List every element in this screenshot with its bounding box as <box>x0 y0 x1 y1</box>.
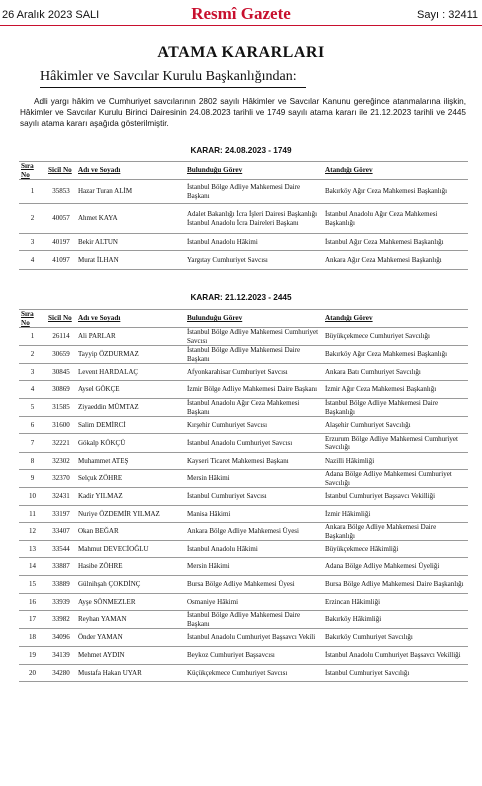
issue-number: Sayı : 32411 <box>417 9 478 21</box>
header-divider <box>0 25 482 26</box>
cell-current-post: İstanbul Anadolu Hâkimi <box>185 234 323 251</box>
col-header-new-post: Atandığı Görev <box>323 162 468 180</box>
cell-sira-no: 3 <box>19 364 46 381</box>
cell-new-post: İstanbul Anadolu Cumhuriyet Başsavcı Vekilliği <box>323 647 468 665</box>
cell-new-post: Bakırköy Ağır Ceza Mahkemesi Başkanlığı <box>323 346 468 364</box>
cell-current-post: Beykoz Cumhuriyet Başsavcısı <box>185 647 323 665</box>
cell-sicil-no: 30845 <box>46 364 76 381</box>
cell-new-post: Büyükçekmece Cumhuriyet Savcılığı <box>323 328 468 346</box>
table-row <box>19 453 468 470</box>
subtitle-underline <box>40 87 306 88</box>
cell-sicil-no: 35853 <box>46 180 76 204</box>
cell-current-post: İzmir Bölge Adliye Mahkemesi Daire Başkanı <box>185 381 323 399</box>
cell-name: Murat İLHAN <box>76 251 185 270</box>
cell-sira-no: 7 <box>19 434 46 453</box>
cell-name: Ayşe SÖNMEZLER <box>76 594 185 611</box>
table-row <box>19 611 468 629</box>
cell-sira-no: 10 <box>19 488 46 506</box>
cell-current-post: İstanbul Bölge Adliye Mahkemesi Daire Başkanı <box>185 611 323 629</box>
cell-new-post: Alaşehir Cumhuriyet Savcılığı <box>323 417 468 434</box>
table-header-row <box>19 310 468 328</box>
table-row <box>19 251 468 270</box>
gazette-title: Resmî Gazete <box>191 4 291 23</box>
cell-sira-no: 2 <box>19 346 46 364</box>
cell-sicil-no: 33982 <box>46 611 76 629</box>
cell-sicil-no: 26114 <box>46 328 76 346</box>
col-header-new-post: Atandığı Görev <box>323 310 468 328</box>
cell-name: Hazar Turan ALİM <box>76 180 185 204</box>
cell-sira-no: 20 <box>19 665 46 682</box>
cell-name: Aysel GÖKÇE <box>76 381 185 399</box>
cell-name: Önder YAMAN <box>76 629 185 647</box>
cell-sira-no: 12 <box>19 523 46 541</box>
cell-current-post: Mersin Hâkimi <box>185 470 323 488</box>
cell-new-post: İstanbul Cumhuriyet Başsavcı Vekilliği <box>323 488 468 506</box>
table-row <box>19 506 468 523</box>
cell-sira-no: 3 <box>19 234 46 251</box>
cell-sicil-no: 33197 <box>46 506 76 523</box>
col-header-current-post: Bulunduğu Görev <box>185 310 323 328</box>
cell-current-post: Kırşehir Cumhuriyet Savcısı <box>185 417 323 434</box>
cell-sicil-no: 32302 <box>46 453 76 470</box>
cell-name: Reyhan YAMAN <box>76 611 185 629</box>
table-row <box>19 399 468 417</box>
cell-current-post: İstanbul Cumhuriyet Savcısı <box>185 488 323 506</box>
cell-name: Ziyaeddin MÜMTAZ <box>76 399 185 417</box>
cell-name: Tayyip ÖZDURMAZ <box>76 346 185 364</box>
cell-sicil-no: 30869 <box>46 381 76 399</box>
cell-new-post: İzmir Ağır Ceza Mahkemesi Başkanlığı <box>323 381 468 399</box>
cell-name: Mustafa Hakan UYAR <box>76 665 185 682</box>
cell-new-post: Ankara Batı Cumhuriyet Savcılığı <box>323 364 468 381</box>
table-row <box>19 346 468 364</box>
cell-name: Gülnihşah ÇOKDİNÇ <box>76 576 185 594</box>
cell-new-post: Büyükçekmece Hâkimliği <box>323 541 468 558</box>
cell-current-post: Küçükçekmece Cumhuriyet Savcısı <box>185 665 323 682</box>
cell-current-post: Kayseri Ticaret Mahkemesi Başkanı <box>185 453 323 470</box>
cell-name: Bekir ALTUN <box>76 234 185 251</box>
cell-new-post: Bursa Bölge Adliye Mahkemesi Daire Başkanlığı <box>323 576 468 594</box>
cell-sicil-no: 33887 <box>46 558 76 576</box>
cell-sicil-no: 40197 <box>46 234 76 251</box>
cell-new-post: İstanbul Anadolu Ağır Ceza Mahkemesi Başkanlığı <box>323 204 468 234</box>
cell-name: Levent HARDALAÇ <box>76 364 185 381</box>
cell-sira-no: 5 <box>19 399 46 417</box>
cell-sira-no: 13 <box>19 541 46 558</box>
cell-sicil-no: 32431 <box>46 488 76 506</box>
cell-name: Nuriye ÖZDEMİR YILMAZ <box>76 506 185 523</box>
cell-new-post: İstanbul Cumhuriyet Savcılığı <box>323 665 468 682</box>
cell-new-post: İstanbul Bölge Adliye Mahkemesi Daire Başkanlığı <box>323 399 468 417</box>
cell-current-post: İstanbul Bölge Adliye Mahkemesi Cumhuriyet Savcısı <box>185 328 323 346</box>
cell-sicil-no: 40057 <box>46 204 76 234</box>
cell-name: Hasibe ZÖHRE <box>76 558 185 576</box>
decision-table-2-body <box>19 328 468 682</box>
table-row <box>19 417 468 434</box>
decision-heading-2: KARAR: 21.12.2023 - 2445 <box>190 293 292 302</box>
table-row <box>19 523 468 541</box>
cell-current-post: Ankara Bölge Adliye Mahkemesi Üyesi <box>185 523 323 541</box>
cell-name: Selçuk ZÖHRE <box>76 470 185 488</box>
table-row <box>19 180 468 204</box>
cell-sira-no: 9 <box>19 470 46 488</box>
cell-sira-no: 16 <box>19 594 46 611</box>
table-row <box>19 234 468 251</box>
table-row <box>19 594 468 611</box>
col-header-name: Adı ve Soyadı <box>76 162 185 180</box>
cell-name: Salim DEMİRCİ <box>76 417 185 434</box>
cell-current-post: Yargıtay Cumhuriyet Savcısı <box>185 251 323 270</box>
cell-name: Ali PARLAR <box>76 328 185 346</box>
cell-sira-no: 15 <box>19 576 46 594</box>
cell-new-post: Bakırköy Hâkimliği <box>323 611 468 629</box>
table-header-row <box>19 162 468 180</box>
cell-name: Kadir YILMAZ <box>76 488 185 506</box>
cell-sira-no: 8 <box>19 453 46 470</box>
table-row <box>19 558 468 576</box>
cell-current-post: Manisa Hâkimi <box>185 506 323 523</box>
cell-sicil-no: 41097 <box>46 251 76 270</box>
cell-sicil-no: 32221 <box>46 434 76 453</box>
cell-sira-no: 11 <box>19 506 46 523</box>
col-header-sicil-no: Sicil No <box>46 310 76 328</box>
cell-current-post: Osmaniye Hâkimi <box>185 594 323 611</box>
cell-sicil-no: 33407 <box>46 523 76 541</box>
col-header-current-post: Bulunduğu Görev <box>185 162 323 180</box>
decision-table-2 <box>19 309 468 682</box>
cell-new-post: Nazilli Hâkimliği <box>323 453 468 470</box>
cell-sira-no: 4 <box>19 381 46 399</box>
cell-sicil-no: 31585 <box>46 399 76 417</box>
cell-new-post: Ankara Bölge Adliye Mahkemesi Daire Başkanlığı <box>323 523 468 541</box>
table-row <box>19 576 468 594</box>
cell-name: Muhammet ATEŞ <box>76 453 185 470</box>
table-row <box>19 434 468 453</box>
col-header-sira-no: Sıra No <box>19 162 46 180</box>
gazette-header <box>0 0 482 26</box>
table-row <box>19 541 468 558</box>
cell-new-post: Ankara Ağır Ceza Mahkemesi Başkanlığı <box>323 251 468 270</box>
cell-current-post: İstanbul Anadolu Ağır Ceza Mahkemesi Başkanı <box>185 399 323 417</box>
cell-name: Ahmet KAYA <box>76 204 185 234</box>
cell-current-post: Mersin Hâkimi <box>185 558 323 576</box>
document-title: ATAMA KARARLARI <box>157 44 325 61</box>
cell-current-post: İstanbul Anadolu Hâkimi <box>185 541 323 558</box>
cell-current-post: Bursa Bölge Adliye Mahkemesi Üyesi <box>185 576 323 594</box>
cell-name: Mehmet AYDIN <box>76 647 185 665</box>
cell-sicil-no: 34139 <box>46 647 76 665</box>
decision-table-1 <box>19 161 468 270</box>
cell-sira-no: 19 <box>19 647 46 665</box>
cell-new-post: Adana Bölge Adliye Mahkemesi Cumhuriyet Savcılığı <box>323 470 468 488</box>
cell-current-post: Afyonkarahisar Cumhuriyet Savcısı <box>185 364 323 381</box>
cell-sira-no: 1 <box>19 328 46 346</box>
cell-sira-no: 17 <box>19 611 46 629</box>
table-row <box>19 647 468 665</box>
cell-sicil-no: 31600 <box>46 417 76 434</box>
cell-current-post: Adalet Bakanlığı İcra İşleri Dairesi Başkanlığı İstanbul Anadolu İcra Daireleri Başkanı <box>185 204 323 234</box>
cell-sicil-no: 34280 <box>46 665 76 682</box>
col-header-sira-no: Sıra No <box>19 310 46 328</box>
cell-current-post: İstanbul Bölge Adliye Mahkemesi Daire Başkanı <box>185 346 323 364</box>
issue-date: 26 Aralık 2023 SALI <box>2 9 100 21</box>
col-header-name: Adı ve Soyadı <box>76 310 185 328</box>
table-row <box>19 488 468 506</box>
cell-sira-no: 2 <box>19 204 46 234</box>
cell-name: Mahmut DEVECİOĞLU <box>76 541 185 558</box>
table-row <box>19 381 468 399</box>
cell-new-post: Erzurum Bölge Adliye Mahkemesi Cumhuriyet Savcılığı <box>323 434 468 453</box>
cell-sicil-no: 33544 <box>46 541 76 558</box>
cell-new-post: Adana Bölge Adliye Mahkemesi Üyeliği <box>323 558 468 576</box>
cell-name: Okan BEĞAR <box>76 523 185 541</box>
cell-sira-no: 4 <box>19 251 46 270</box>
table-row <box>19 364 468 381</box>
cell-current-post: İstanbul Bölge Adliye Mahkemesi Daire Başkanı <box>185 180 323 204</box>
cell-current-post: İstanbul Anadolu Cumhuriyet Savcısı <box>185 434 323 453</box>
cell-new-post: İzmir Hâkimliği <box>323 506 468 523</box>
col-header-sicil-no: Sicil No <box>46 162 76 180</box>
cell-new-post: İstanbul Ağır Ceza Mahkemesi Başkanlığı <box>323 234 468 251</box>
cell-sira-no: 6 <box>19 417 46 434</box>
cell-new-post: Bakırköy Ağır Ceza Mahkemesi Başkanlığı <box>323 180 468 204</box>
cell-sicil-no: 33889 <box>46 576 76 594</box>
cell-sicil-no: 32370 <box>46 470 76 488</box>
cell-sira-no: 18 <box>19 629 46 647</box>
cell-sira-no: 14 <box>19 558 46 576</box>
decision-table-1-body <box>19 180 468 270</box>
table-row <box>19 204 468 234</box>
table-row <box>19 328 468 346</box>
cell-new-post: Bakırköy Cumhuriyet Savcılığı <box>323 629 468 647</box>
cell-name: Gökalp KÖKÇÜ <box>76 434 185 453</box>
decision-heading-1: KARAR: 24.08.2023 - 1749 <box>190 146 292 155</box>
document-subtitle: Hâkimler ve Savcılar Kurulu Başkanlığından: <box>40 69 297 84</box>
table-row <box>19 629 468 647</box>
cell-current-post: İstanbul Anadolu Cumhuriyet Başsavcı Vekili <box>185 629 323 647</box>
cell-sicil-no: 30659 <box>46 346 76 364</box>
table-row <box>19 470 468 488</box>
intro-paragraph: Adli yargı hâkim ve Cumhuriyet savcılarının 2802 sayılı Hâkimler ve Savcılar Kanunu gereğince atanmalarına ilişkin, Hâkimler ve Savcılar Kurulu Birinci Dairesinin 24.08.2023 tarihli ve 1749 sayılı atama kararı ile 21.12.2023 tarihli ve 2445 sayılı atama kararı aşağıda gösterilmiştir. <box>20 97 466 128</box>
cell-sicil-no: 33939 <box>46 594 76 611</box>
cell-new-post: Erzincan Hâkimliği <box>323 594 468 611</box>
cell-sira-no: 1 <box>19 180 46 204</box>
cell-sicil-no: 34096 <box>46 629 76 647</box>
table-row <box>19 665 468 682</box>
